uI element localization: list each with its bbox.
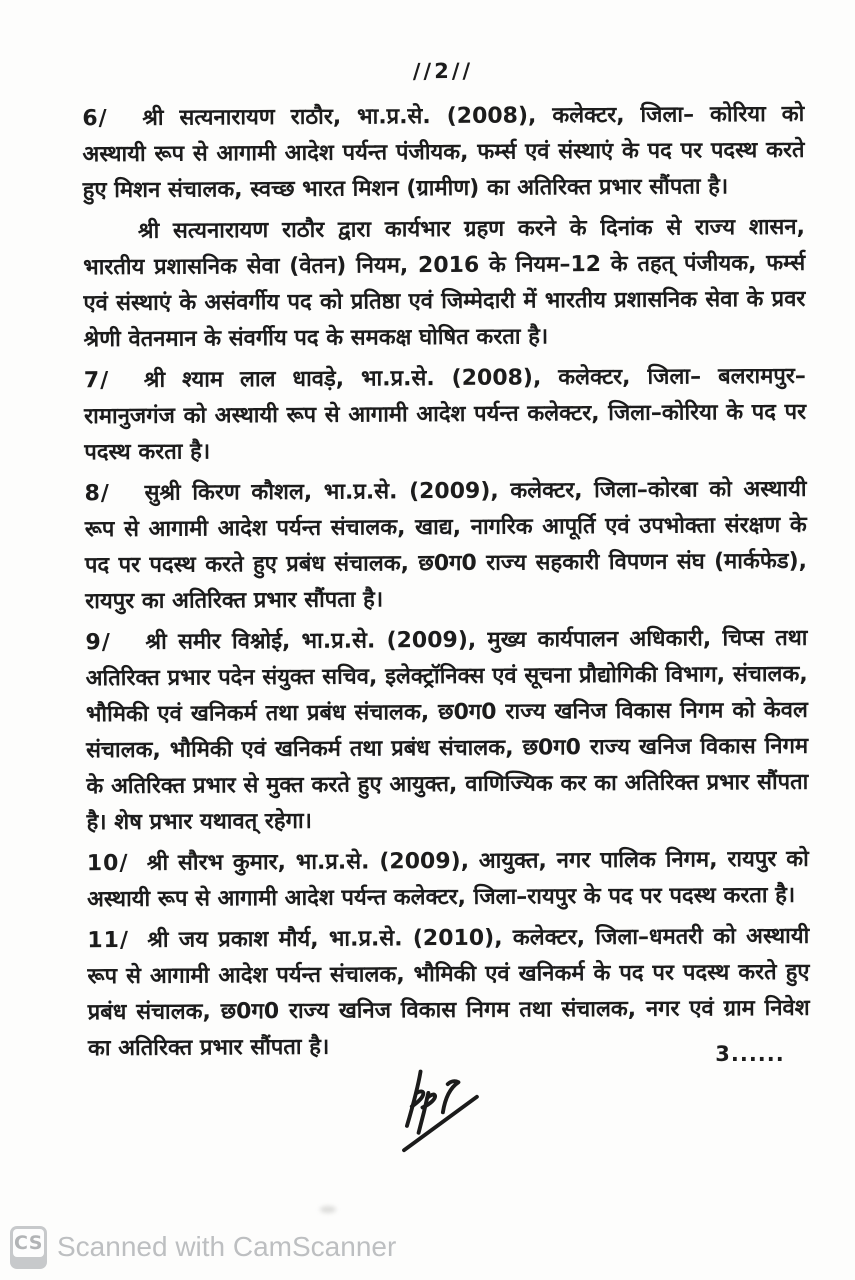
order-paragraph-10 [87, 842, 809, 918]
camscanner-logo-text: CS [13, 1229, 44, 1257]
document-body [82, 54, 810, 1072]
paragraph-number: 9/ [85, 630, 111, 656]
paragraph-text: सुश्री किरण कौशल, भा.प्र.से. (2009), कलेक्टर, जिला–कोरबा को अस्थायी रूप से आगामी आदेश पर्यन्त संचालक, खाद्य, नागरिक आपूर्ति एवं उपभोक्ता संरक्षण के पद पर पदस्थ करते हुए प्रबंध संचालक, छ0ग0 राज्य सहकारी विपणन संघ (मार्कफेड), रायपुर का अतिरिक्त प्रभार सौंपता है। [84, 476, 808, 615]
order-paragraph-8 [84, 472, 807, 620]
handwritten-signature-initials [385, 1056, 493, 1158]
paragraph-number: 11/ [87, 927, 130, 954]
order-paragraph-6 [82, 97, 805, 209]
paragraph-text: श्री सत्यनारायण राठौर द्वारा कार्यभार ग्रहण करने के दिनांक से राज्य शासन, भारतीय प्रशासनिक सेवा (वेतन) नियम, 2016 के नियम–12 के तहत् पंजीयक, फर्म्स एवं संस्थाएं के असंवर्गीय पद को प्रतिष्ठा एवं जिम्मेदारी में भारतीय प्रशासनिक सेवा के प्रवर श्रेणी वेतनमान के संवर्गीय पद के समकक्ष घोषित करता है। [83, 214, 806, 353]
order-paragraph-7 [84, 359, 807, 471]
paragraph-number: 10/ [86, 850, 129, 877]
camscanner-watermark-text: Scanned with CamScanner [57, 1231, 397, 1262]
order-paragraph-6-continuation [83, 210, 806, 358]
paragraph-text: श्री सत्यनारायण राठौर, भा.प्र.से. (2008), कलेक्टर, जिला– कोरिया को अस्थायी रूप से आगामी आदेश पर्यन्त पंजीयक, फर्म्स एवं संस्थाएं के पद पर पदस्थ करते हुए मिशन संचालक, स्वच्छ भारत मिशन (ग्रामीण) का अतिरिक्त प्रभार सौंपता है। [82, 101, 805, 204]
next-page-marker: 3...... [715, 1042, 785, 1066]
paragraph-number: 8/ [84, 481, 110, 507]
paragraph-text: श्री जय प्रकाश मौर्य, भा.प्र.से. (2010), कलेक्टर, जिला–धमतरी को अस्थायी रूप से आगामी आदेश पर्यन्त संचालक, भौमिकी एवं खनिकर्म के पद पर पदस्थ करते हुए प्रबंध संचालक, छ0ग0 राज्य खनिज विकास निगम तथा संचालक, नगर एवं ग्राम निवेश का अतिरिक्त प्रभार सौंपता है। [87, 923, 810, 1062]
paragraph-text: श्री सौरभ कुमार, भा.प्र.से. (2009), आयुक्त, नगर पालिक निगम, रायपुर को अस्थायी रूप से आगामी आदेश पर्यन्त कलेक्टर, जिला–रायपुर के पद पर पदस्थ करता है। [86, 846, 809, 913]
camscanner-watermark [10, 1224, 396, 1270]
paragraph-text: श्री श्याम लाल धावड़े, भा.प्र.से. (2008), कलेक्टर, जिला– बलरामपुर– रामानुजगंज को अस्थायी रूप से आगामी आदेश पर्यन्त कलेक्टर, जिला–कोरिया के पद पर पदस्थ करता है। [84, 363, 807, 466]
order-paragraph-9 [85, 621, 808, 841]
paragraph-number: 6/ [82, 106, 108, 132]
paragraph-number: 7/ [83, 368, 110, 394]
paragraph-text: श्री समीर विश्नोई, भा.प्र.से. (2009), मुख्य कार्यपालन अधिकारी, चिप्स तथा अतिरिक्त प्रभार पदेन संयुक्त सचिव, इलेक्ट्रॉनिक्स एवं सूचना प्रौद्योगिकी विभाग, संचालक, भौमिकी एवं खनिकर्म तथा प्रबंध संचालक, छ0ग0 राज्य खनिज विकास निगम को केवल संचालक, भौमिकी एवं खनिकर्म तथा प्रबंध संचालक, छ0ग0 राज्य खनिज विकास निगम के अतिरिक्त प्रभार से मुक्त करते हुए आयुक्त, वाणिज्यिक कर का अतिरिक्त प्रभार सौंपता है। शेष प्रभार यथावत् रहेगा। [85, 625, 809, 836]
camscanner-logo-icon [10, 1226, 47, 1269]
scan-smudge [320, 1206, 336, 1213]
page-number-header: //2// [412, 58, 474, 84]
